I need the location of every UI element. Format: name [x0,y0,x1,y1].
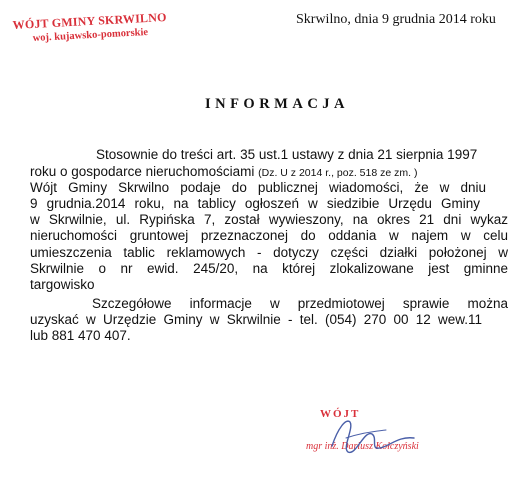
handwritten-signature [328,408,418,458]
body-line: Stosownie do treści art. 35 ust.1 ustawy z dnia 21 sierpnia 1997 [96,147,478,162]
body-line: Skrwilnie o nr ewid. 245/20, na której zlokalizowane jest gminne [30,261,508,276]
body-line: Szczegółowe informacje w przedmiotowej sprawie można [92,296,508,311]
signature-stamp-name: mgr inż. Dariusz Kołczyński [306,441,419,452]
body-line: 9 grudnia.2014 roku, na tablicy ogłoszeń w siedzibie Urzędu Gminy [30,196,480,211]
body-text: roku o gospodarce nieruchomościami [30,164,259,179]
stamp-line-2: woj. kujawsko-pomorskie [32,26,149,45]
body-line: targowisko [30,277,95,292]
official-stamp-header [9,10,170,46]
body-line: w Skrwilnie, ul. Rypińska 7, został wywieszony, na okres 21 dni wykaz [30,212,508,227]
body-line: uzyskać w Urzędzie Gminy w Skrwilnie - tel. (054) 270 00 12 wew.11 [30,312,482,327]
signature-stamp-title: WÓJT [320,408,361,420]
place-date: Skrwilno, dnia 9 grudnia 2014 roku [296,12,496,27]
document-title: INFORMACJA [204,96,350,112]
body-line: nieruchomości gruntowej przeznaczonej do oddania w najem w celu [30,228,508,243]
legal-reference: (Dz. U z 2014 r., poz. 518 ze zm. ) [258,167,418,179]
body-line [30,164,417,181]
body-line: umieszczenia tablic reklamowych - dotyczy części działki położonej w [30,245,508,260]
body-line: lub 881 470 407. [30,328,131,343]
stamp-line-1: WÓJT GMINY SKRWILNO [12,9,167,33]
body-line: Wójt Gminy Skrwilno podaje do publicznej wiadomości, że w dniu [30,180,486,195]
